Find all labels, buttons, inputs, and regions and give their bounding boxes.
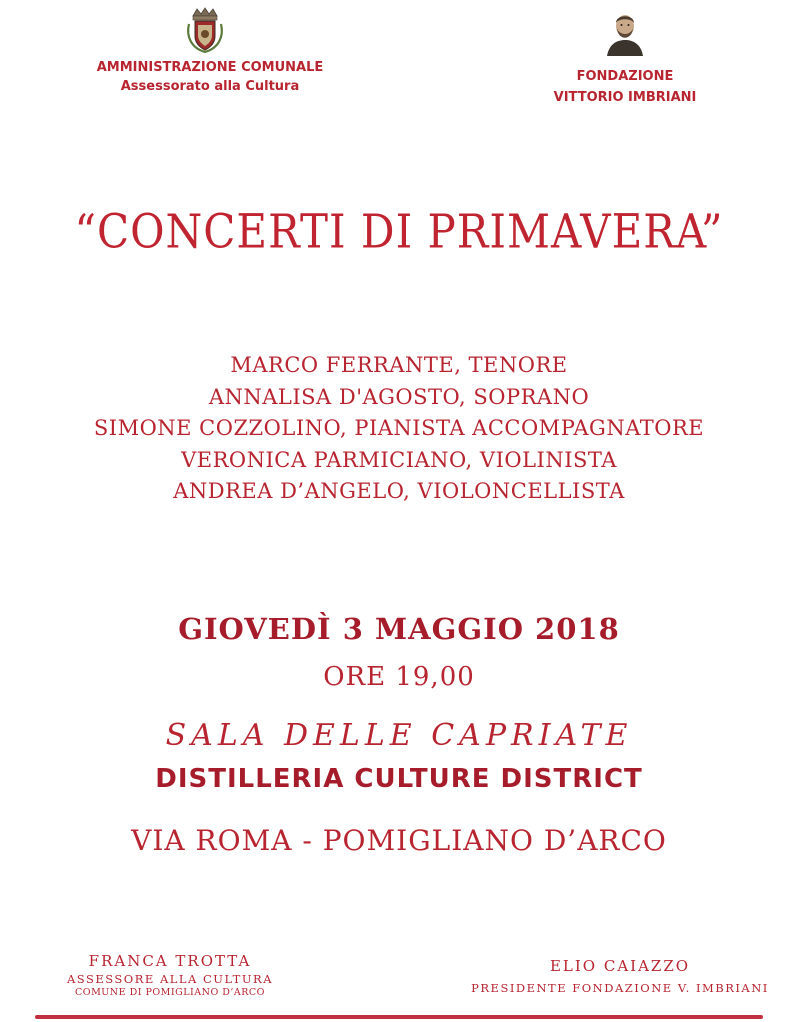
performer-item: MARCO FERRANTE, TENORE (230, 353, 568, 377)
performer-item: VERONICA PARMICIANO, VIOLINISTA (181, 447, 617, 472)
administration-header (60, 58, 360, 96)
event-title: “CONCERTI DI PRIMAVERA” (74, 204, 724, 259)
signatory-role: ASSESSORE ALLA CULTURA (67, 972, 273, 986)
performer-item: SIMONE COZZOLINO, PIANISTA ACCOMPAGNATORE (93, 416, 705, 440)
event-time: ORE 19,00 (323, 662, 475, 692)
performer-item: ANNALISA D'AGOSTO, SOPRANO (208, 384, 590, 409)
bottom-divider (35, 1015, 763, 1019)
event-date: GIOVEDÌ 3 MAGGIO 2018 (178, 612, 620, 646)
event-district: DISTILLERIA CULTURE DISTRICT (155, 764, 643, 794)
municipal-crest-icon (183, 6, 227, 54)
founder-portrait-icon (603, 8, 647, 56)
performers-list (0, 350, 798, 508)
event-address: VIA ROMA - POMIGLIANO D’ARCO (131, 824, 667, 857)
foundation-header (500, 66, 750, 108)
event-venue: SALA DELLE CAPRIATE (165, 718, 633, 753)
admin-title: AMMINISTRAZIONE COMUNALE (96, 60, 324, 75)
admin-subtitle: Assessorato alla Cultura (120, 79, 300, 94)
foundation-title: FONDAZIONE (576, 69, 674, 84)
foundation-name: VITTORIO IMBRIANI (553, 90, 697, 105)
signatory-organization: COMUNE DI POMIGLIANO D’ARCO (75, 987, 265, 998)
signature-left (30, 952, 310, 998)
signatory-name: ELIO CAIAZZO (549, 957, 691, 975)
signatory-name: FRANCA TROTTA (88, 952, 252, 970)
signature-right (460, 957, 780, 995)
performer-item: ANDREA D’ANGELO, VIOLONCELLISTA (173, 479, 625, 503)
signatory-role: PRESIDENTE FONDAZIONE V. IMBRIANI (471, 981, 769, 995)
